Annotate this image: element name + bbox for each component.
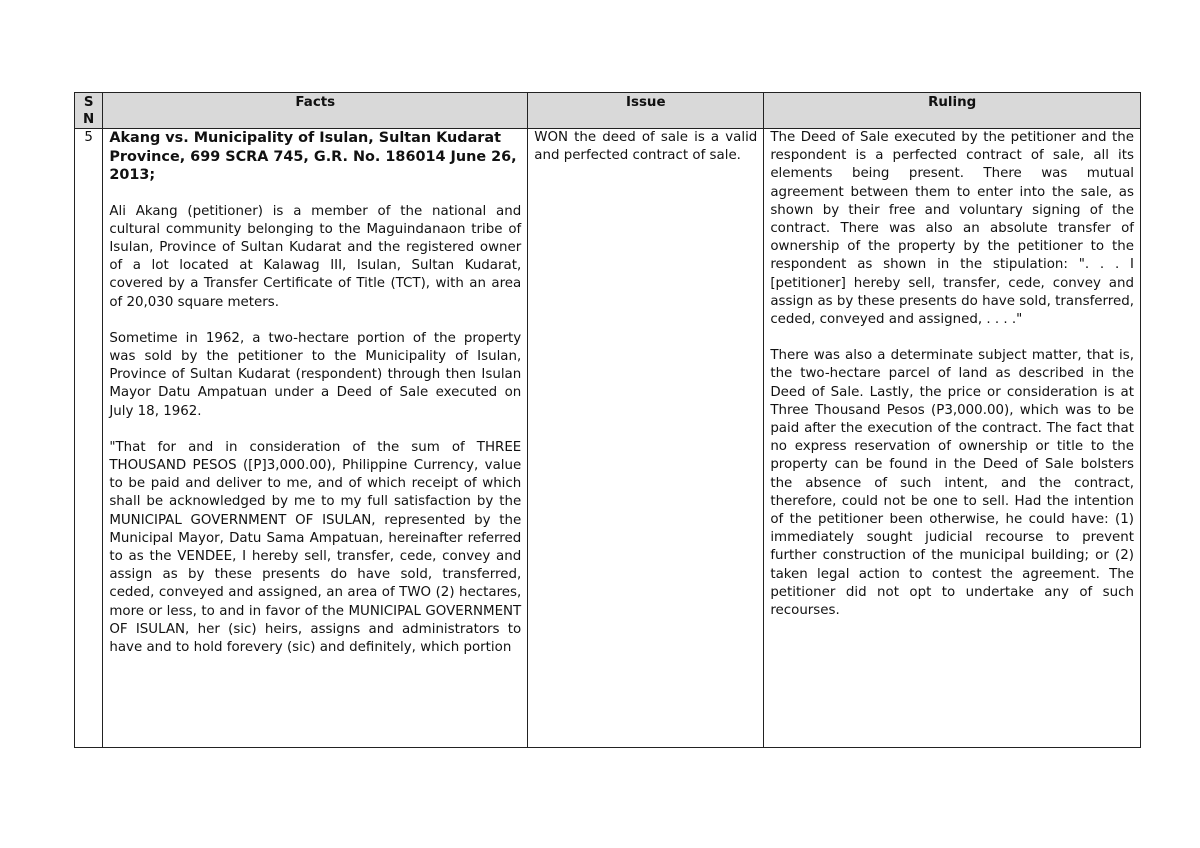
sn-cell: 5 (75, 129, 103, 748)
facts-header: Facts (103, 93, 528, 129)
case-digest-table (74, 92, 1141, 748)
facts-cell (103, 129, 528, 748)
header-row (75, 93, 1141, 129)
sn-header (75, 93, 103, 129)
facts-paragraph: Ali Akang (petitioner) is a member of the national and cultural community belonging to the Maguindanaon tribe of Isulan, Province of Sultan Kudarat and the registered owner of a lot located at Kalawag III, Isulan, Sultan Kudarat, covered by a Transfer Certificate of Title (TCT), with an area of 20,030 square meters. (109, 203, 522, 310)
ruling-cell (764, 129, 1141, 748)
issue-header: Issue (528, 93, 764, 129)
ruling-header: Ruling (764, 93, 1141, 129)
case-title: Akang vs. Municipality of Isulan, Sultan Kudarat Province, 699 SCRA 745, G.R. No. 186014 June 26, 2013; (109, 130, 517, 183)
facts-paragraph: Sometime in 1962, a two-hectare portion of the property was sold by the petitioner to the Municipality of Isulan, Province of Sultan Kudarat (respondent) through then Isulan Mayor Datu Ampatuan under a Deed of Sale executed on July 18, 1962. (109, 330, 522, 419)
table-row (75, 129, 1141, 748)
sn-header-line2: N (83, 112, 95, 127)
issue-text: WON the deed of sale is a valid and perfected contract of sale. (534, 130, 758, 164)
ruling-paragraph: There was also a determinate subject matter, that is, the two-hectare parcel of land as described in the Deed of Sale. Lastly, the price or consideration is at Three Thousand Pesos (P3,000.00), which was to be paid after the execution of the contract. The fact that no express reservation of ownership or title to the property can be found in the Deed of Sale bolsters the absence of such intent, and the contract, therefore, could not be one to sell. Had the intention of the petitioner been otherwise, he could have: (1) immediately sought judicial recourse to prevent further construction of the municipal building; or (2) taken legal action to contest the agreement. The petitioner did not opt to undertake any of such recourses. (770, 348, 1134, 619)
ruling-paragraph: The Deed of Sale executed by the petitioner and the respondent is a perfected contract of sale, all its elements being present. There was mutual agreement between them to enter into the sale, as shown by their free and voluntary signing of the contract. There was also an absolute transfer of ownership of the property by the petitioner to the respondent as shown in the stipulation: ". . . I [petitioner] hereby sell, transfer, cede, convey and assign as by these presents do have sold, transferred, ceded, conveyed and assigned, . . . ." (770, 130, 1134, 328)
issue-cell (528, 129, 764, 748)
sn-header-line1: S (83, 95, 94, 110)
facts-quote-paragraph: "That for and in consideration of the sum of THREE THOUSAND PESOS ([P]3,000.00), Philippine Currency, value to be paid and deliver to me, and of which receipt of which shall be acknowledged by me to my full satisfaction by the MUNICIPAL GOVERNMENT OF ISULAN, represented by the Municipal Mayor, Datu Sama Ampatuan, hereinafter referred to as the VENDEE, I hereby sell, transfer, cede, convey and assign as by these presents do have sold, transferred, ceded, conveyed and assigned, an area of TWO (2) hectares, more or less, to and in favor of the MUNICIPAL GOVERNMENT OF ISULAN, her (sic) heirs, assigns and administrators to have and to hold forevery (sic) and definitely, which portion (109, 439, 522, 655)
